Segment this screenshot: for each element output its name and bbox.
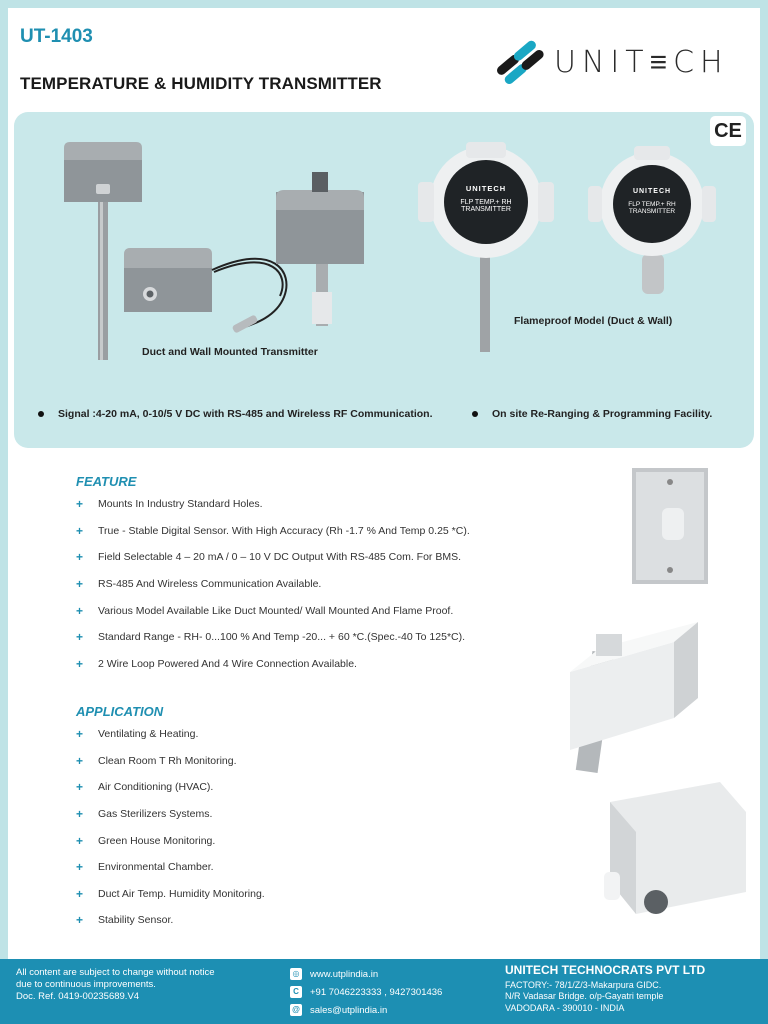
caption-duct-wall: Duct and Wall Mounted Transmitter — [142, 346, 318, 358]
list-item — [76, 907, 265, 934]
flp-label-line2: TRANSMITTER — [628, 208, 676, 215]
application-text: Duct Air Temp. Humidity Monitoring. — [98, 887, 265, 900]
unitech-logo-icon — [490, 36, 550, 88]
plus-icon: + — [76, 860, 84, 875]
application-text: Ventilating & Heating. — [98, 728, 199, 741]
signal-text: Signal :4-20 mA, 0-10/5 V DC with RS-485 and Wireless RF Communication. — [58, 408, 433, 420]
list-item — [76, 774, 265, 801]
feature-text: Field Selectable 4 – 20 mA / 0 – 10 V DC Output With RS-485 Com. For BMS. — [98, 551, 461, 564]
feature-text: Standard Range - RH- 0...100 % And Temp -20... + 60 *C.(Spec.-40 To 125*C). — [98, 631, 466, 644]
plus-icon: + — [76, 497, 84, 512]
bullet-dot — [38, 411, 44, 417]
box-transmitter-image — [276, 172, 364, 326]
bullet-dot — [472, 411, 478, 417]
list-item — [76, 881, 265, 908]
list-item — [76, 748, 265, 775]
list-item — [76, 651, 470, 678]
website-link[interactable]: www.utplindia.in — [310, 968, 379, 980]
ce-mark: CE — [710, 116, 746, 146]
plus-icon: + — [76, 780, 84, 795]
company-logo — [490, 36, 750, 88]
email-icon: @ — [290, 1004, 302, 1016]
side-product-images — [570, 462, 760, 922]
list-item — [76, 721, 265, 748]
flp-label-1 — [448, 184, 524, 213]
feature-text: Mounts In Industry Standard Holes. — [98, 498, 263, 511]
plus-icon: + — [76, 577, 84, 592]
email-row — [290, 1001, 442, 1019]
application-text: Stability Sensor. — [98, 914, 174, 927]
page-title: TEMPERATURE & HUMIDITY TRANSMITTER — [20, 74, 382, 93]
flp-label-line2: TRANSMITTER — [461, 206, 511, 213]
list-item — [76, 571, 470, 598]
flameproof-wall-image — [588, 146, 716, 294]
list-item — [76, 827, 265, 854]
list-item — [76, 854, 265, 881]
ranging-text: On site Re-Ranging & Programming Facility. — [492, 408, 713, 420]
feature-text: True - Stable Digital Sensor. With High Accuracy (Rh -1.7 % And Temp 0.25 *C). — [98, 524, 470, 537]
phone-number[interactable]: +91 7046223333 , 9427301436 — [310, 986, 443, 998]
plus-icon: + — [76, 753, 84, 768]
product-hero-panel — [14, 112, 754, 448]
globe-icon: ◎ — [290, 968, 302, 980]
flp-brand: UNITECH — [632, 188, 672, 195]
application-text: Environmental Chamber. — [98, 861, 214, 874]
flp-label-line1: FLP TEMP.+ RH — [628, 201, 676, 208]
plus-icon: + — [76, 886, 84, 901]
plus-icon: + — [76, 727, 84, 742]
wall-transmitter-image — [124, 248, 286, 334]
phone-row — [290, 983, 442, 1001]
disclaimer-line2: due to continuous improvements. — [16, 979, 156, 990]
feature-list — [76, 491, 470, 677]
plus-icon: + — [76, 550, 84, 565]
caption-flameproof: Flameproof Model (Duct & Wall) — [514, 315, 673, 327]
product-images — [14, 112, 754, 402]
plus-icon: + — [76, 656, 84, 671]
feature-text: RS-485 And Wireless Communication Available. — [98, 578, 322, 591]
flp-label-2 — [614, 188, 690, 215]
email-link[interactable]: sales@utplindia.in — [310, 1004, 388, 1016]
address-line2: N/R Vadasar Bridge. o/p-Gayatri temple — [505, 991, 664, 1001]
application-text: Gas Sterilizers Systems. — [98, 808, 213, 821]
flp-label-line1: FLP TEMP.+ RH — [460, 199, 512, 206]
footer-contacts — [290, 965, 442, 1019]
wall-humidity-transmitter-image — [604, 782, 746, 914]
doc-reference: Doc. Ref. 0419-00235689.V4 — [16, 991, 140, 1002]
feature-text: 2 Wire Loop Powered And 4 Wire Connection Available. — [98, 657, 357, 670]
application-list — [76, 721, 265, 934]
footer-company — [505, 965, 705, 1014]
footer-disclaimer — [16, 967, 276, 1003]
footer-bar — [0, 959, 768, 1024]
list-item — [76, 624, 470, 651]
plus-icon: + — [76, 603, 84, 618]
feature-text: Various Model Available Like Duct Mounted/ Wall Mounted And Flame Proof. — [98, 604, 454, 617]
feature-heading: FEATURE — [76, 474, 137, 489]
application-heading: APPLICATION — [76, 704, 164, 719]
plus-icon: + — [76, 523, 84, 538]
flp-brand: UNITECH — [465, 184, 507, 193]
address-line1: FACTORY:- 78/1/Z/3-Makarpura GIDC. — [505, 979, 662, 990]
ranging-spec — [472, 408, 712, 420]
duct-humidity-transmitter-image — [570, 622, 698, 773]
application-text: Air Conditioning (HVAC). — [98, 781, 214, 794]
plus-icon: + — [76, 630, 84, 645]
list-item — [76, 491, 470, 518]
wall-plate-sensor-image — [632, 468, 708, 584]
plus-icon: + — [76, 807, 84, 822]
plus-icon: + — [76, 913, 84, 928]
list-item — [76, 518, 470, 545]
application-text: Green House Monitoring. — [98, 834, 216, 847]
company-name: UNITECH TECHNOCRATS PVT LTD — [505, 963, 706, 977]
phone-icon: C — [290, 986, 302, 998]
disclaimer-line1: All content are subject to change without notice — [16, 967, 215, 978]
model-code: UT-1403 — [20, 26, 93, 47]
list-item — [76, 801, 265, 828]
list-item — [76, 544, 470, 571]
address-line3: VADODARA - 390010 - INDIA — [505, 1002, 625, 1013]
application-text: Clean Room T Rh Monitoring. — [98, 754, 237, 767]
logo-text: UNIT≡CH — [554, 44, 729, 80]
signal-spec — [38, 408, 433, 420]
plus-icon: + — [76, 833, 84, 848]
website-row — [290, 965, 442, 983]
list-item — [76, 597, 470, 624]
